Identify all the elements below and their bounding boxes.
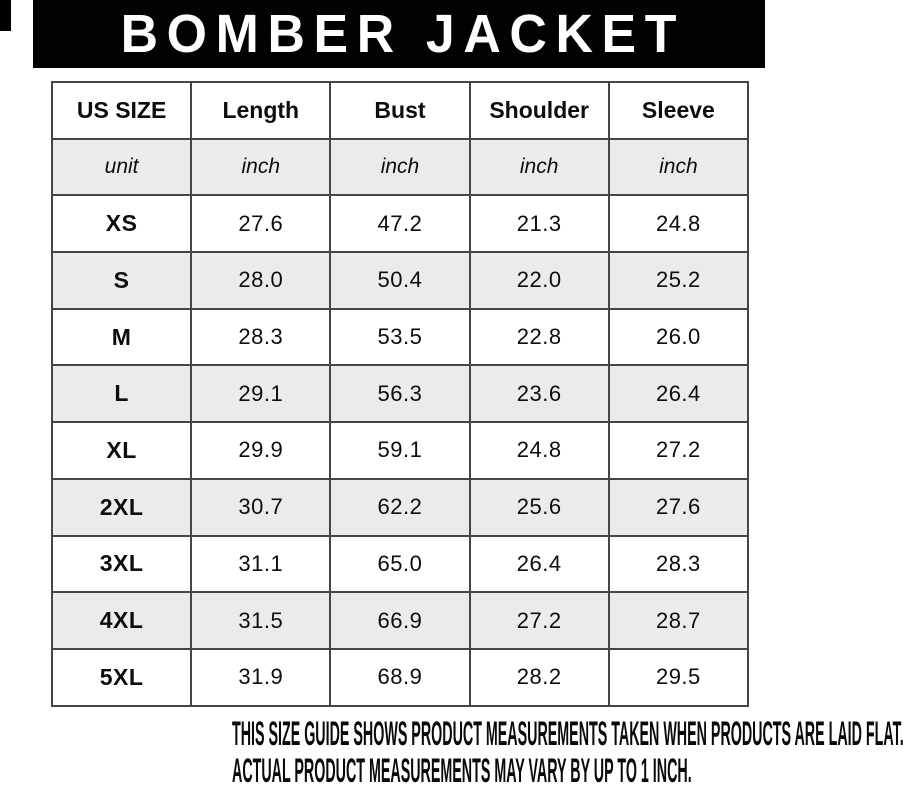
measurement-value: 29.1	[191, 365, 330, 422]
measurement-value: 29.9	[191, 422, 330, 479]
column-header-sleeve: Sleeve	[609, 82, 748, 139]
size-chart-table	[51, 81, 749, 707]
table-row-5xl	[52, 649, 748, 706]
measurement-value: 24.8	[470, 422, 609, 479]
measurement-value: 27.2	[609, 422, 748, 479]
page-title: BOMBER JACKET	[121, 4, 686, 64]
measurement-value: 28.7	[609, 592, 748, 649]
size-label: 4XL	[52, 592, 191, 649]
table-row-xs	[52, 195, 748, 252]
unit-value: inch	[470, 139, 609, 196]
measurement-value: 28.0	[191, 252, 330, 309]
size-label: 5XL	[52, 649, 191, 706]
measurement-value: 27.6	[191, 195, 330, 252]
corner-mark	[0, 0, 11, 31]
size-label: L	[52, 365, 191, 422]
footer-line-2: ACTUAL PRODUCT MEASUREMENTS MAY VARY BY UP TO 1 INCH.	[232, 752, 692, 790]
size-label: 2XL	[52, 479, 191, 536]
measurement-value: 31.5	[191, 592, 330, 649]
column-header-bust: Bust	[330, 82, 469, 139]
column-header-us-size: US SIZE	[52, 82, 191, 139]
footer-line-1: THIS SIZE GUIDE SHOWS PRODUCT MEASUREMENTS TAKEN WHEN PRODUCTS ARE LAID FLAT.	[232, 715, 904, 753]
footer-note	[0, 715, 904, 790]
measurement-value: 26.4	[470, 536, 609, 593]
size-label: XS	[52, 195, 191, 252]
measurement-value: 66.9	[330, 592, 469, 649]
table-row-s	[52, 252, 748, 309]
size-label: 3XL	[52, 536, 191, 593]
measurement-value: 28.3	[609, 536, 748, 593]
title-banner	[33, 0, 765, 68]
table-row-xl	[52, 422, 748, 479]
unit-value: inch	[330, 139, 469, 196]
measurement-value: 23.6	[470, 365, 609, 422]
measurement-value: 62.2	[330, 479, 469, 536]
size-label: M	[52, 309, 191, 366]
column-header-length: Length	[191, 82, 330, 139]
unit-value: inch	[191, 139, 330, 196]
measurement-value: 25.2	[609, 252, 748, 309]
unit-row	[52, 139, 748, 196]
measurement-value: 28.3	[191, 309, 330, 366]
size-label: XL	[52, 422, 191, 479]
measurement-value: 30.7	[191, 479, 330, 536]
table-row-l	[52, 365, 748, 422]
table-row-2xl	[52, 479, 748, 536]
measurement-value: 59.1	[330, 422, 469, 479]
measurement-value: 27.2	[470, 592, 609, 649]
measurement-value: 47.2	[330, 195, 469, 252]
measurement-value: 65.0	[330, 536, 469, 593]
measurement-value: 22.0	[470, 252, 609, 309]
measurement-value: 31.1	[191, 536, 330, 593]
measurement-value: 25.6	[470, 479, 609, 536]
measurement-value: 21.3	[470, 195, 609, 252]
measurement-value: 29.5	[609, 649, 748, 706]
column-header-shoulder: Shoulder	[470, 82, 609, 139]
measurement-value: 56.3	[330, 365, 469, 422]
measurement-value: 22.8	[470, 309, 609, 366]
measurement-value: 68.9	[330, 649, 469, 706]
measurement-value: 50.4	[330, 252, 469, 309]
table-row-3xl	[52, 536, 748, 593]
table-header-row	[52, 82, 748, 139]
measurement-value: 53.5	[330, 309, 469, 366]
measurement-value: 27.6	[609, 479, 748, 536]
measurement-value: 26.4	[609, 365, 748, 422]
table-row-4xl	[52, 592, 748, 649]
size-label: S	[52, 252, 191, 309]
unit-value: inch	[609, 139, 748, 196]
unit-label: unit	[52, 139, 191, 196]
measurement-value: 26.0	[609, 309, 748, 366]
table-row-m	[52, 309, 748, 366]
measurement-value: 28.2	[470, 649, 609, 706]
measurement-value: 31.9	[191, 649, 330, 706]
measurement-value: 24.8	[609, 195, 748, 252]
